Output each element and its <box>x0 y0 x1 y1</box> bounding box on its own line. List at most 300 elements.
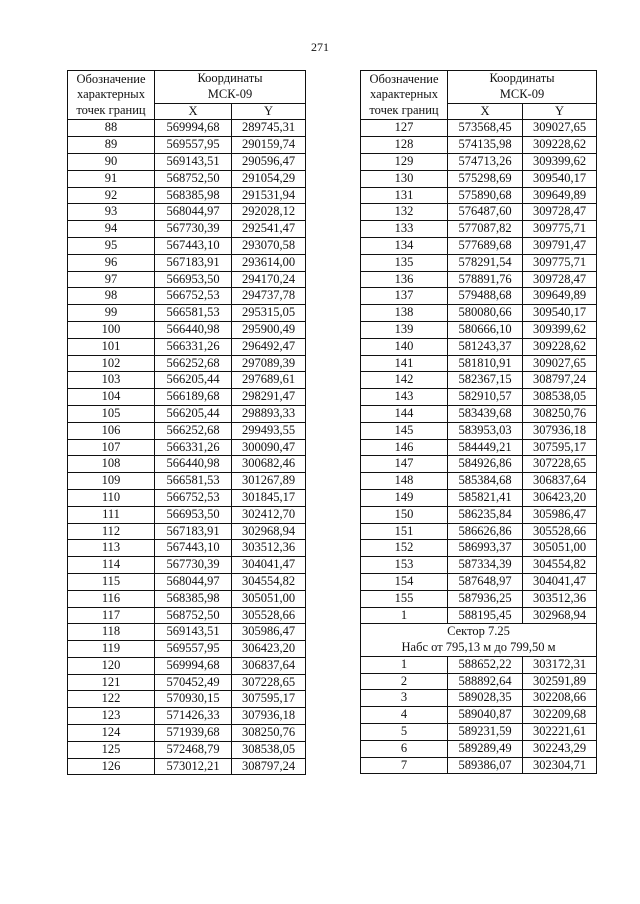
point-number-cell: 92 <box>68 187 155 204</box>
point-label-header-line: Обозначение <box>76 71 146 86</box>
point-label-header-line: характерных <box>370 87 438 102</box>
coordinates-table-right <box>360 70 597 774</box>
table-row <box>68 691 306 708</box>
table-row <box>361 473 597 490</box>
x-coordinate-cell: 584926,86 <box>448 456 523 473</box>
table-row <box>68 758 306 775</box>
y-coordinate-cell: 291054,29 <box>232 170 306 187</box>
page-number: 271 <box>311 40 329 54</box>
y-coordinate-cell: 309649,89 <box>523 288 597 305</box>
y-coordinate-cell: 292541,47 <box>232 221 306 238</box>
y-coordinate-cell: 305051,00 <box>232 590 306 607</box>
x-coordinate-cell: 587936,25 <box>448 590 523 607</box>
y-coordinate-cell: 305986,47 <box>232 624 306 641</box>
y-coordinate-cell: 302304,71 <box>523 757 597 774</box>
coords-system-header: МСК-09 <box>155 87 306 103</box>
table-row <box>68 557 306 574</box>
table-row <box>361 305 597 322</box>
y-coordinate-cell: 308250,76 <box>232 725 306 742</box>
y-coordinate-cell: 297689,61 <box>232 372 306 389</box>
x-coordinate-cell: 566752,53 <box>155 288 232 305</box>
y-coordinate-cell: 309228,62 <box>523 338 597 355</box>
point-number-cell: 151 <box>361 523 448 540</box>
coords-title-header: Координаты <box>155 71 306 87</box>
y-coordinate-cell: 305528,66 <box>523 523 597 540</box>
table-row <box>68 389 306 406</box>
table-header <box>361 71 597 120</box>
y-coordinate-cell: 305051,00 <box>523 540 597 557</box>
table-row <box>68 641 306 658</box>
y-coordinate-cell: 309540,17 <box>523 170 597 187</box>
x-coordinate-cell: 589386,07 <box>448 757 523 774</box>
point-number-cell: 131 <box>361 187 448 204</box>
y-coordinate-cell: 297089,39 <box>232 355 306 372</box>
y-coordinate-cell: 299493,55 <box>232 422 306 439</box>
table-row <box>361 456 597 473</box>
table-row <box>68 305 306 322</box>
table-row <box>361 607 597 624</box>
point-number-cell: 138 <box>361 305 448 322</box>
y-coordinate-cell: 308797,24 <box>232 758 306 775</box>
x-coordinate-cell: 570452,49 <box>155 674 232 691</box>
x-coordinate-cell: 570930,15 <box>155 691 232 708</box>
y-coordinate-cell: 292028,12 <box>232 204 306 221</box>
point-number-cell: 2 <box>361 673 448 690</box>
x-coordinate-cell: 580666,10 <box>448 321 523 338</box>
point-number-cell: 119 <box>68 641 155 658</box>
table-row <box>361 707 597 724</box>
x-coordinate-cell: 576487,60 <box>448 204 523 221</box>
x-coordinate-cell: 586235,84 <box>448 506 523 523</box>
table-row <box>68 473 306 490</box>
y-coordinate-cell: 307228,65 <box>523 456 597 473</box>
table-row <box>68 372 306 389</box>
x-coordinate-cell: 584449,21 <box>448 439 523 456</box>
point-number-cell: 116 <box>68 590 155 607</box>
point-number-cell: 95 <box>68 237 155 254</box>
table-body <box>361 656 597 774</box>
point-number-cell: 126 <box>68 758 155 775</box>
x-coordinate-cell: 571426,33 <box>155 708 232 725</box>
sector-title: Сектор 7.25 <box>361 624 597 640</box>
point-number-cell: 145 <box>361 422 448 439</box>
x-coordinate-cell: 574713,26 <box>448 153 523 170</box>
coords-system-header: МСК-09 <box>448 87 597 103</box>
x-coordinate-cell: 578291,54 <box>448 254 523 271</box>
y-coordinate-cell: 302412,70 <box>232 506 306 523</box>
y-coordinate-cell: 305986,47 <box>523 506 597 523</box>
point-number-cell: 124 <box>68 725 155 742</box>
point-number-cell: 98 <box>68 288 155 305</box>
table-row <box>68 405 306 422</box>
x-coordinate-cell: 571939,68 <box>155 725 232 742</box>
point-number-cell: 1 <box>361 607 448 624</box>
point-number-cell: 148 <box>361 473 448 490</box>
table-row <box>361 405 597 422</box>
x-coordinate-cell: 588892,64 <box>448 673 523 690</box>
point-number-cell: 94 <box>68 221 155 238</box>
y-coordinate-cell: 309399,62 <box>523 153 597 170</box>
x-coordinate-cell: 569557,95 <box>155 137 232 154</box>
y-coordinate-cell: 300090,47 <box>232 439 306 456</box>
x-coordinate-cell: 569994,68 <box>155 657 232 674</box>
y-coordinate-cell: 295315,05 <box>232 305 306 322</box>
point-number-cell: 103 <box>68 372 155 389</box>
table-row <box>68 355 306 372</box>
point-number-cell: 152 <box>361 540 448 557</box>
y-coordinate-cell: 309791,47 <box>523 237 597 254</box>
table-row <box>361 573 597 590</box>
point-label-header-line: точек границ <box>369 103 439 118</box>
y-coordinate-cell: 296492,47 <box>232 338 306 355</box>
point-number-cell: 132 <box>361 204 448 221</box>
point-number-cell: 6 <box>361 740 448 757</box>
x-coordinate-cell: 566252,68 <box>155 355 232 372</box>
point-number-cell: 143 <box>361 389 448 406</box>
y-coordinate-cell: 304554,82 <box>232 573 306 590</box>
x-coordinate-cell: 579488,68 <box>448 288 523 305</box>
table-row <box>68 725 306 742</box>
point-number-cell: 133 <box>361 221 448 238</box>
x-coordinate-cell: 566752,53 <box>155 489 232 506</box>
point-number-cell: 150 <box>361 506 448 523</box>
point-number-cell: 1 <box>361 656 448 673</box>
x-coordinate-cell: 568044,97 <box>155 204 232 221</box>
point-number-cell: 96 <box>68 254 155 271</box>
x-coordinate-cell: 581810,91 <box>448 355 523 372</box>
y-coordinate-cell: 304041,47 <box>232 557 306 574</box>
y-coordinate-cell: 305528,66 <box>232 607 306 624</box>
point-number-cell: 113 <box>68 540 155 557</box>
y-coordinate-cell: 307595,17 <box>523 439 597 456</box>
table-row <box>68 237 306 254</box>
y-coordinate-cell: 300682,46 <box>232 456 306 473</box>
table-row <box>361 673 597 690</box>
point-number-cell: 141 <box>361 355 448 372</box>
x-coordinate-cell: 573568,45 <box>448 120 523 137</box>
x-coordinate-cell: 569143,51 <box>155 624 232 641</box>
point-number-cell: 130 <box>361 170 448 187</box>
y-coordinate-cell: 309775,71 <box>523 254 597 271</box>
table-row <box>361 254 597 271</box>
x-coordinate-cell: 567730,39 <box>155 557 232 574</box>
point-number-cell: 144 <box>361 405 448 422</box>
x-coordinate-cell: 586626,86 <box>448 523 523 540</box>
y-coordinate-cell: 301267,89 <box>232 473 306 490</box>
point-label-header-line: точек границ <box>76 103 146 118</box>
x-coordinate-cell: 567183,91 <box>155 254 232 271</box>
y-coordinate-cell: 309399,62 <box>523 321 597 338</box>
x-coordinate-cell: 589231,59 <box>448 724 523 741</box>
table-row <box>68 221 306 238</box>
point-number-cell: 104 <box>68 389 155 406</box>
point-number-cell: 127 <box>361 120 448 137</box>
x-coordinate-cell: 585821,41 <box>448 489 523 506</box>
y-coordinate-cell: 302243,29 <box>523 740 597 757</box>
x-coordinate-cell: 568385,98 <box>155 187 232 204</box>
x-coordinate-cell: 572468,79 <box>155 741 232 758</box>
point-number-cell: 146 <box>361 439 448 456</box>
x-coordinate-cell: 567443,10 <box>155 540 232 557</box>
y-coordinate-cell: 304554,82 <box>523 557 597 574</box>
table-row <box>68 590 306 607</box>
point-number-cell: 108 <box>68 456 155 473</box>
x-coordinate-cell: 566440,98 <box>155 456 232 473</box>
point-number-cell: 88 <box>68 120 155 137</box>
point-number-cell: 112 <box>68 523 155 540</box>
x-coordinate-cell: 573012,21 <box>155 758 232 775</box>
y-coordinate-cell: 301845,17 <box>232 489 306 506</box>
table-row <box>68 741 306 758</box>
y-coordinate-cell: 302968,94 <box>523 607 597 624</box>
table-row <box>361 355 597 372</box>
table-row <box>68 624 306 641</box>
y-coordinate-cell: 308797,24 <box>523 372 597 389</box>
table-row <box>68 573 306 590</box>
coordinates-table-left <box>67 70 306 775</box>
point-number-cell: 140 <box>361 338 448 355</box>
table-row <box>68 204 306 221</box>
x-coordinate-cell: 566331,26 <box>155 439 232 456</box>
x-coordinate-cell: 587334,39 <box>448 557 523 574</box>
y-coordinate-cell: 309540,17 <box>523 305 597 322</box>
y-coordinate-cell: 309728,47 <box>523 271 597 288</box>
y-coordinate-cell: 294170,24 <box>232 271 306 288</box>
table-row <box>361 690 597 707</box>
x-coordinate-cell: 580080,66 <box>448 305 523 322</box>
x-coordinate-cell: 589028,35 <box>448 690 523 707</box>
y-coordinate-cell: 307228,65 <box>232 674 306 691</box>
table-row <box>361 740 597 757</box>
point-number-cell: 149 <box>361 489 448 506</box>
x-coordinate-cell: 586993,37 <box>448 540 523 557</box>
x-coordinate-cell: 566953,50 <box>155 271 232 288</box>
point-number-cell: 105 <box>68 405 155 422</box>
table-row <box>68 523 306 540</box>
y-coordinate-cell: 298291,47 <box>232 389 306 406</box>
x-coordinate-cell: 566581,53 <box>155 473 232 490</box>
point-number-cell: 106 <box>68 422 155 439</box>
x-coordinate-cell: 575890,68 <box>448 187 523 204</box>
x-coordinate-cell: 566252,68 <box>155 422 232 439</box>
x-coordinate-cell: 582367,15 <box>448 372 523 389</box>
y-coordinate-cell: 302968,94 <box>232 523 306 540</box>
point-number-cell: 118 <box>68 624 155 641</box>
y-coordinate-cell: 290159,74 <box>232 137 306 154</box>
point-number-cell: 135 <box>361 254 448 271</box>
x-coordinate-cell: 568752,50 <box>155 170 232 187</box>
point-number-cell: 115 <box>68 573 155 590</box>
table-row <box>361 153 597 170</box>
x-coordinate-cell: 577689,68 <box>448 237 523 254</box>
y-coordinate-cell: 308538,05 <box>523 389 597 406</box>
y-coordinate-cell: 307595,17 <box>232 691 306 708</box>
table-row <box>361 372 597 389</box>
table-header <box>68 71 306 120</box>
y-coordinate-cell: 309027,65 <box>523 355 597 372</box>
table-row <box>361 389 597 406</box>
y-coordinate-cell: 307936,18 <box>232 708 306 725</box>
point-number-cell: 122 <box>68 691 155 708</box>
x-coordinate-cell: 566205,44 <box>155 372 232 389</box>
table-row <box>68 439 306 456</box>
x-coordinate-cell: 567443,10 <box>155 237 232 254</box>
table-row <box>361 338 597 355</box>
point-number-cell: 90 <box>68 153 155 170</box>
point-number-cell: 139 <box>361 321 448 338</box>
y-coordinate-cell: 294737,78 <box>232 288 306 305</box>
x-coordinate-cell: 582910,57 <box>448 389 523 406</box>
point-number-cell: 129 <box>361 153 448 170</box>
point-number-cell: 4 <box>361 707 448 724</box>
point-number-cell: 136 <box>361 271 448 288</box>
y-coordinate-cell: 307936,18 <box>523 422 597 439</box>
table-row <box>361 506 597 523</box>
point-number-cell: 123 <box>68 708 155 725</box>
y-coordinate-cell: 289745,31 <box>232 120 306 137</box>
table-body <box>361 120 597 624</box>
table-row <box>68 422 306 439</box>
table-row <box>361 237 597 254</box>
y-coordinate-cell: 302221,61 <box>523 724 597 741</box>
y-coordinate-cell: 293614,00 <box>232 254 306 271</box>
table-row <box>361 422 597 439</box>
x-coordinate-cell: 569994,68 <box>155 120 232 137</box>
table-row <box>361 120 597 137</box>
y-coordinate-cell: 304041,47 <box>523 573 597 590</box>
y-coordinate-cell: 306837,64 <box>523 473 597 490</box>
x-coordinate-cell: 567183,91 <box>155 523 232 540</box>
table-row <box>68 607 306 624</box>
x-coordinate-cell: 589040,87 <box>448 707 523 724</box>
point-number-cell: 121 <box>68 674 155 691</box>
table-row <box>361 724 597 741</box>
table-row <box>361 137 597 154</box>
x-coordinate-cell: 585384,68 <box>448 473 523 490</box>
table-body <box>68 120 306 775</box>
table-row <box>361 757 597 774</box>
point-number-cell: 117 <box>68 607 155 624</box>
x-coordinate-cell: 568752,50 <box>155 607 232 624</box>
point-number-cell: 137 <box>361 288 448 305</box>
x-coordinate-cell: 575298,69 <box>448 170 523 187</box>
x-coordinate-cell: 568044,97 <box>155 573 232 590</box>
x-coordinate-cell: 569143,51 <box>155 153 232 170</box>
point-number-cell: 142 <box>361 372 448 389</box>
x-coordinate-cell: 569557,95 <box>155 641 232 658</box>
x-coordinate-cell: 566581,53 <box>155 305 232 322</box>
y-coordinate-cell: 309775,71 <box>523 221 597 238</box>
y-coordinate-cell: 303512,36 <box>523 590 597 607</box>
table-row <box>361 590 597 607</box>
y-coordinate-cell: 302208,66 <box>523 690 597 707</box>
point-number-cell: 107 <box>68 439 155 456</box>
x-coordinate-cell: 581243,37 <box>448 338 523 355</box>
point-label-header <box>68 71 155 120</box>
table-row <box>361 187 597 204</box>
x-coordinate-cell: 568385,98 <box>155 590 232 607</box>
point-number-cell: 120 <box>68 657 155 674</box>
y-coordinate-cell: 306423,20 <box>232 641 306 658</box>
x-column-header: X <box>448 103 523 120</box>
y-coordinate-cell: 303172,31 <box>523 656 597 673</box>
table-row <box>361 170 597 187</box>
table-row <box>361 489 597 506</box>
point-number-cell: 99 <box>68 305 155 322</box>
y-coordinate-cell: 291531,94 <box>232 187 306 204</box>
point-number-cell: 155 <box>361 590 448 607</box>
table-row <box>68 338 306 355</box>
y-coordinate-cell: 302591,89 <box>523 673 597 690</box>
point-label-header-line: Обозначение <box>369 71 439 86</box>
table-row <box>361 540 597 557</box>
table-row <box>68 506 306 523</box>
sector-section <box>361 624 597 657</box>
point-label-header <box>361 71 448 120</box>
x-coordinate-cell: 583439,68 <box>448 405 523 422</box>
table-row <box>68 540 306 557</box>
y-coordinate-cell: 309027,65 <box>523 120 597 137</box>
point-number-cell: 125 <box>68 741 155 758</box>
y-coordinate-cell: 302209,68 <box>523 707 597 724</box>
table-row <box>68 271 306 288</box>
table-row <box>361 439 597 456</box>
table-row <box>361 288 597 305</box>
point-number-cell: 128 <box>361 137 448 154</box>
coords-title-header: Координаты <box>448 71 597 87</box>
point-number-cell: 93 <box>68 204 155 221</box>
table-row <box>361 656 597 673</box>
point-number-cell: 3 <box>361 690 448 707</box>
table-row <box>68 187 306 204</box>
table-row <box>68 489 306 506</box>
x-coordinate-cell: 578891,76 <box>448 271 523 288</box>
table-row <box>68 153 306 170</box>
point-number-cell: 101 <box>68 338 155 355</box>
table-row <box>361 204 597 221</box>
point-label-header-line: характерных <box>77 87 145 102</box>
point-number-cell: 114 <box>68 557 155 574</box>
y-coordinate-cell: 290596,47 <box>232 153 306 170</box>
x-coordinate-cell: 566331,26 <box>155 338 232 355</box>
table-row <box>361 557 597 574</box>
x-coordinate-cell: 587648,97 <box>448 573 523 590</box>
point-number-cell: 109 <box>68 473 155 490</box>
point-number-cell: 134 <box>361 237 448 254</box>
y-coordinate-cell: 303512,36 <box>232 540 306 557</box>
x-coordinate-cell: 577087,82 <box>448 221 523 238</box>
point-number-cell: 154 <box>361 573 448 590</box>
table-row <box>68 120 306 137</box>
table-row <box>68 288 306 305</box>
y-column-header: Y <box>232 103 306 120</box>
table-row <box>68 170 306 187</box>
table-row <box>68 254 306 271</box>
table-row <box>361 321 597 338</box>
x-coordinate-cell: 588195,45 <box>448 607 523 624</box>
y-coordinate-cell: 306837,64 <box>232 657 306 674</box>
x-coordinate-cell: 589289,49 <box>448 740 523 757</box>
y-coordinate-cell: 308250,76 <box>523 405 597 422</box>
point-number-cell: 147 <box>361 456 448 473</box>
x-coordinate-cell: 566953,50 <box>155 506 232 523</box>
table-row <box>68 137 306 154</box>
y-coordinate-cell: 308538,05 <box>232 741 306 758</box>
table-row <box>68 674 306 691</box>
table-row <box>361 271 597 288</box>
table-row <box>68 657 306 674</box>
point-number-cell: 153 <box>361 557 448 574</box>
